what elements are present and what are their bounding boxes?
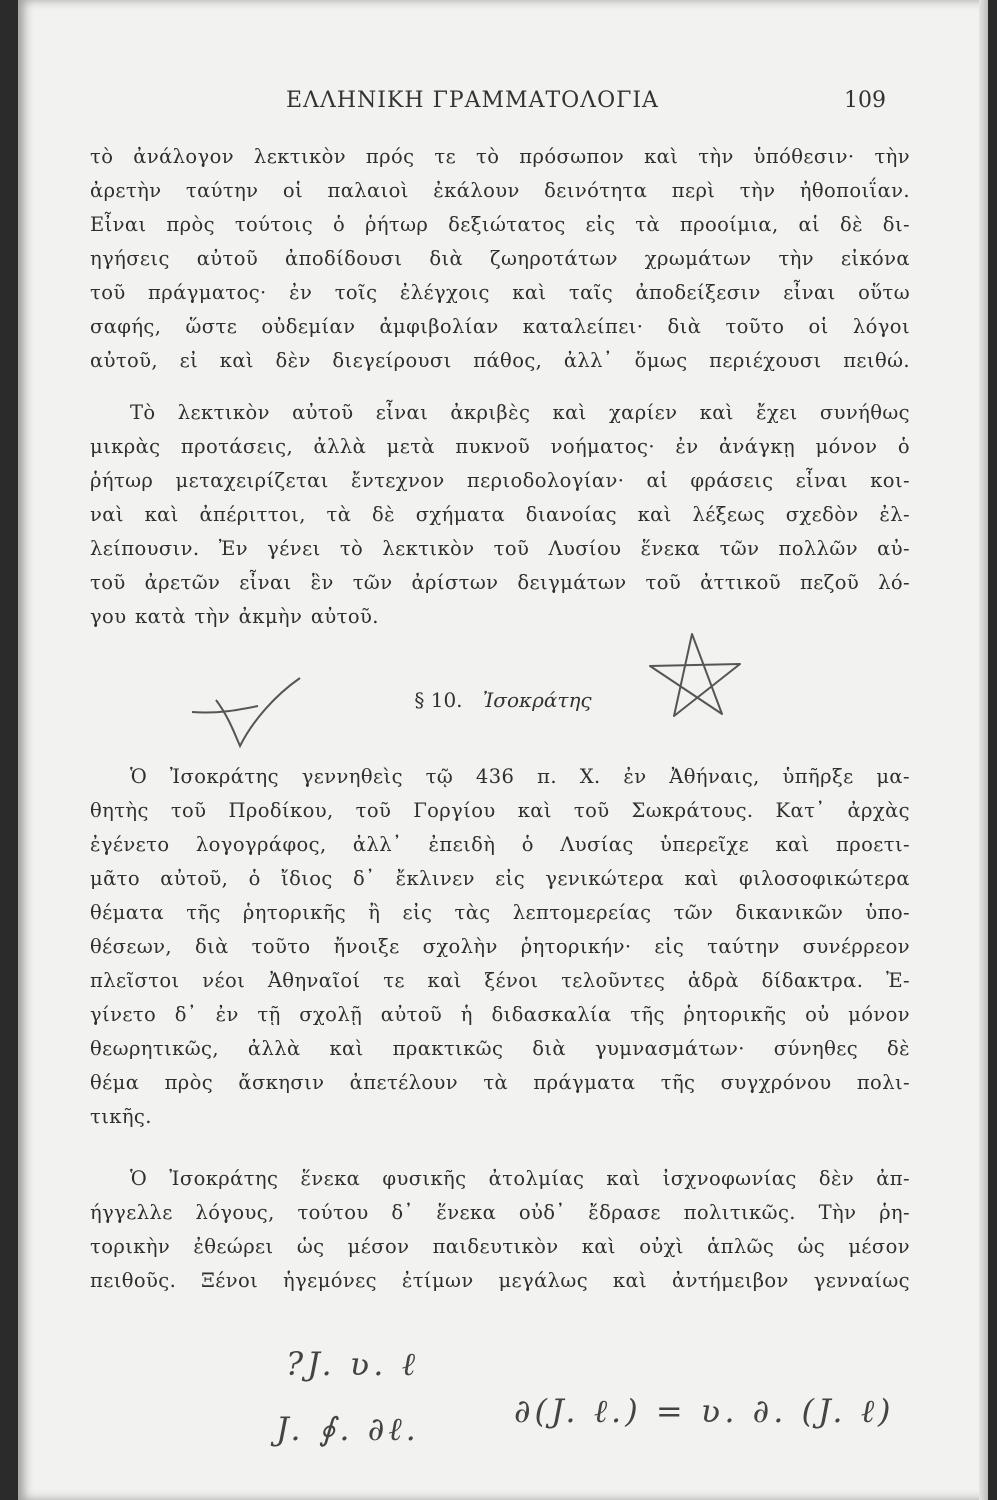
page-header xyxy=(18,88,988,118)
text-line: τορικὴν ἐθεώρει ὡς μέσον παιδευτικὸν καὶ οὐχὶ ἁπλῶς ὡς μέσον xyxy=(90,1235,910,1258)
handwritten-note-1: ?J. ʋ. ℓ xyxy=(286,1345,419,1383)
text-line: αὐτοῦ, εἰ καὶ δὲν διεγείρουσι πάθος, ἀλλ᾽ ὅμως περιέχουσι πειθώ. xyxy=(90,349,910,372)
text-line: Τὸ λεκτικὸν αὐτοῦ εἶναι ἀκριβὲς καὶ χαρίεν καὶ ἔχει συνήθως xyxy=(130,401,910,424)
handwritten-star-mark xyxy=(646,630,746,722)
text-line: γίνετο δ᾽ ἐν τῇ σχολῇ αὐτοῦ ἡ διδασκαλία τῆς ῥητορικῆς οὐ μόνον xyxy=(90,1003,910,1026)
handwritten-note-2: J. ∮. ∂ℓ. xyxy=(276,1410,420,1448)
page-edge xyxy=(979,0,988,1500)
text-line: τοῦ ἀρετῶν εἶναι ἓν τῶν ἀρίστων δειγμάτων τοῦ ἀττικοῦ πεζοῦ λό- xyxy=(90,571,910,594)
text-line: ἀρετὴν ταύτην οἱ παλαιοὶ ἐκάλουν δεινότητα περὶ τὴν ἠθοποιΐαν. xyxy=(90,179,910,202)
text-line: ναὶ καὶ ἀπέριττοι, τὰ δὲ σχήματα διανοίας καὶ λέξεως σχεδὸν ἐλ- xyxy=(90,503,910,526)
text-line: τὸ ἀνάλογον λεκτικὸν πρός τε τὸ πρόσωπον καὶ τὴν ὑπόθεσιν· τὴν xyxy=(90,145,910,168)
paragraph-4 xyxy=(90,1162,910,1298)
text-line: ῥήτωρ μεταχειρίζεται ἔντεχνον περιοδολογίαν· αἱ φράσεις εἶναι κοι- xyxy=(90,469,910,492)
text-line: θέσεων, διὰ τοῦτο ἤνοιξε σχολὴν ῥητορικήν· εἰς ταύτην συνέρρεον xyxy=(90,935,910,958)
text-line: σαφής, ὥστε οὐδεμίαν ἀμφιβολίαν καταλείπει· διὰ τοῦτο οἱ λόγοι xyxy=(90,315,910,338)
paragraph-3 xyxy=(90,760,910,1134)
paragraph-1 xyxy=(90,140,910,378)
text-line: θητὴς τοῦ Προδίκου, τοῦ Γοργίου καὶ τοῦ Σωκράτους. Κατ᾽ ἀρχὰς xyxy=(90,799,910,822)
book-page xyxy=(18,0,988,1500)
text-line: Ὁ Ἰσοκράτης γεννηθεὶς τῷ 436 π. Χ. ἐν Ἀθήναις, ὑπῆρξε μα- xyxy=(130,765,910,788)
text-line: πλεῖστοι νέοι Ἀθηναῖοί τε καὶ ξένοι τελοῦντες ἁδρὰ δίδακτρα. Ἐ- xyxy=(90,969,910,992)
handwritten-check-mark xyxy=(188,672,318,752)
page-number: 109 xyxy=(844,88,886,113)
section-number: § 10. xyxy=(414,688,463,712)
text-line: μᾶτο αὐτοῦ, ὁ ἴδιος δ᾽ ἔκλινεν εἰς γενικώτερα καὶ φιλοσοφικώτερα xyxy=(90,867,910,890)
text-line: Ὁ Ἰσοκράτης ἕνεκα φυσικῆς ἀτολμίας καὶ ἰσχνοφωνίας δὲν ἀπ- xyxy=(130,1167,910,1190)
text-line: θεωρητικῶς, ἀλλὰ καὶ πρακτικῶς διὰ γυμνασμάτων· σύνηθες δὲ xyxy=(90,1037,910,1060)
section-title: Ἰσοκράτης xyxy=(482,688,592,712)
text-line: Εἶναι πρὸς τούτοις ὁ ῥήτωρ δεξιώτατος εἰς τὰ προοίμια, αἱ δὲ δι- xyxy=(90,213,910,236)
text-line: θέμα πρὸς ἄσκησιν ἀπετέλουν τὰ πράγματα τῆς συγχρόνου πολι- xyxy=(90,1071,910,1094)
text-line: ηγήσεις αὐτοῦ ἀποδίδουσι διὰ ζωηροτάτων χρωμάτων τὴν εἰκόνα xyxy=(90,247,910,270)
text-line: πειθοῦς. Ξένοι ἡγεμόνες ἐτίμων μεγάλως καὶ ἀντήμειβον γενναίως xyxy=(90,1269,910,1292)
section-heading xyxy=(18,688,988,712)
text-line: γου κατὰ τὴν ἀκμὴν αὐτοῦ. xyxy=(90,605,379,628)
text-line: λείπουσιν. Ἐν γένει τὸ λεκτικὸν τοῦ Λυσίου ἕνεκα τῶν πολλῶν αὐ- xyxy=(90,537,910,560)
text-line: ἐγένετο λογογράφος, ἀλλ᾽ ἐπειδὴ ὁ Λυσίας ὑπερεῖχε καὶ προετι- xyxy=(90,833,910,856)
running-head: ΕΛΛΗΝΙΚΗ ΓΡΑΜΜΑΤΟΛΟΓΙΑ xyxy=(286,88,659,113)
text-line: τοῦ πράγματος· ἐν τοῖς ἐλέγχοις καὶ ταῖς ἀποδείξεσιν εἶναι οὕτω xyxy=(90,281,910,304)
text-line: μικρὰς προτάσεις, ἀλλὰ μετὰ πυκνοῦ νοήματος· ἐν ἀνάγκῃ μόνον ὁ xyxy=(90,435,910,458)
handwritten-note-3: ∂(J. ℓ.) = ʋ. ∂. (J. ℓ) xyxy=(514,1392,895,1430)
text-line: ήγγελλε λόγους, τούτου δ᾽ ἕνεκα οὐδ᾽ ἔδρασε πολιτικῶς. Τὴν ῥη- xyxy=(90,1201,910,1224)
text-line: θέματα τῆς ῥητορικῆς ἢ εἰς τὰς λεπτομερείας τῶν δικανικῶν ὑπο- xyxy=(90,901,910,924)
text-line: τικῆς. xyxy=(90,1105,152,1128)
paragraph-2 xyxy=(90,396,910,634)
